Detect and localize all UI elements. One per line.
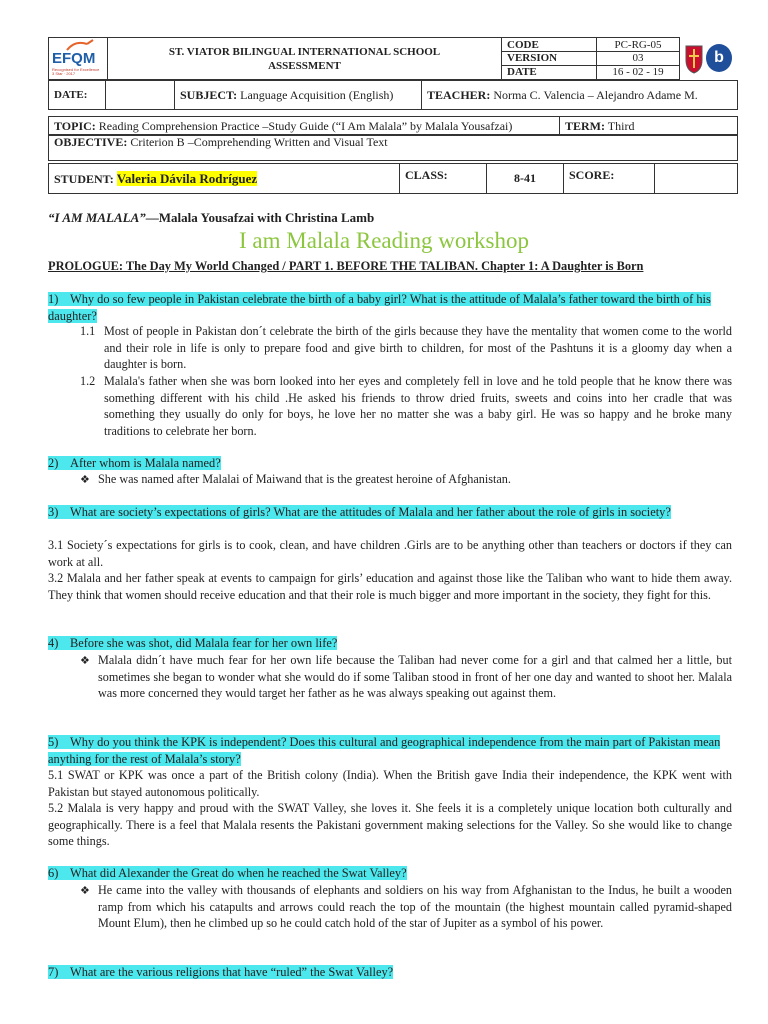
score-value	[655, 164, 738, 194]
term-label: TERM:	[565, 118, 605, 133]
school-name: ST. VIATOR BILINGUAL INTERNATIONAL SCHOOL	[168, 45, 441, 58]
question-4-text: Before she was shot, did Malala fear for her own life?	[70, 636, 338, 650]
info-row-4	[48, 163, 738, 194]
answer-5-2: 5.2 Malala is very happy and proud with the SWAT Valley, she loves it. She feels it is a completely unique location both culturally and geographically. There is a feel that Malala resents the Pakistani government making selections for the Valley. So she would like to change some things.	[48, 801, 732, 848]
efqm-logo-cell	[49, 38, 108, 80]
section-heading: PROLOGUE: The Day My World Changed / PART 1. BEFORE THE TALIBAN. Chapter 1: A Daughter is Born	[48, 259, 644, 273]
question-5-text: Why do you think the KPK is independent? Does this cultural and geographical independence from the main part of Pakistan mean anything for the rest of Malala’s story?	[48, 735, 721, 766]
question-3-text: What are society’s expectations of girls? What are the attitudes of Malala and her father about the role of girls in society?	[70, 505, 671, 519]
answer-3-2: 3.2 Malala and her father speak at events to campaign for girls’ education and against those like the Taliban who want to hide them away. They think that women should receive education and that their role is much bigger and more important in the society, they fight for this.	[48, 571, 732, 602]
answer-2: She was named after Malalai of Maiwand that is the greatest heroine of Afghanistan.	[98, 472, 511, 486]
school-cell	[108, 38, 502, 80]
version-value: 03	[597, 52, 680, 65]
objective-value: Criterion B –Comprehending Written and Visual Text	[130, 135, 388, 149]
question-7-text: What are the various religions that have “ruled” the Swat Valley?	[70, 965, 394, 979]
topic-label: TOPIC:	[54, 118, 96, 133]
teacher-label: TEACHER:	[427, 87, 491, 102]
bullet-icon: ❖	[80, 474, 90, 486]
question-6	[48, 865, 732, 882]
class-label: CLASS:	[400, 164, 487, 194]
question-7	[48, 964, 732, 981]
bullet-icon: ❖	[80, 655, 90, 667]
info-row-3	[48, 134, 738, 161]
answer-1-2: Malala's father when she was born looked into her eyes and completely fell in love and he told people that he know there was something different with his child .He asked his friends to throw dried fruits, sweets and coins into her cradle that was something they usually do only for boys, he love her no matter she was a baby girl. He was so happy and he broke many traditions to celebrate her born.	[104, 374, 732, 438]
code-label: CODE	[502, 38, 597, 52]
class-value: 8-41	[487, 164, 564, 194]
teacher-cell	[422, 81, 738, 110]
school-crest	[684, 40, 734, 80]
answer-1-1-number: 1.1	[80, 324, 96, 338]
question-6-text: What did Alexander the Great do when he reached the Swat Valley?	[70, 866, 407, 880]
question-6-number: 6)	[48, 866, 59, 880]
question-5	[48, 734, 732, 767]
student-label: STUDENT:	[54, 171, 114, 186]
term-value: Third	[607, 118, 635, 133]
info-row-1	[48, 80, 738, 110]
seal-letter: b	[714, 49, 724, 66]
student-name: Valeria Dávila Rodríguez	[116, 170, 258, 186]
book-title: “I AM MALALA”	[48, 210, 146, 225]
header-table	[48, 37, 680, 80]
date-label: DATE	[502, 65, 597, 79]
assessment-label: ASSESSMENT	[268, 59, 341, 72]
student-cell	[49, 164, 400, 194]
subject-value: Language Acquisition (English)	[240, 87, 394, 102]
question-1-text: Why do so few people in Pakistan celebrate the birth of a baby girl? What is the attitude of Malala’s father toward the birth of his daughter?	[48, 292, 711, 323]
code-value: PC-RG-05	[597, 38, 680, 52]
question-2-number: 2)	[48, 456, 59, 470]
info-row-2	[48, 116, 738, 136]
row-date-label: DATE:	[49, 81, 106, 110]
answer-1-2-number: 1.2	[80, 374, 96, 388]
efqm-logo-text: EFQM	[52, 50, 96, 67]
subject-cell	[175, 81, 422, 110]
efqm-logo-subtext: Recognised for Excellence 3 Star · 2017	[52, 67, 100, 76]
answer-5-1: 5.1 SWAT or KPK was once a part of the British colony (India). When the British gave India their independence, the KPK went with Pakistan but stayed autonomous politically.	[48, 768, 732, 799]
answer-6: He came into the valley with thousands of elephants and soldiers on his way from Afghanistan to the Indus, he built a wooden ramp from which his catapults and arrows could reach the top of the mountain (the highest mountain called pyramid-shaped Mount Elum), then he climbed up so he could catch hold of the star of Jupiter as a symbol of his power.	[98, 883, 732, 930]
book-title-line	[48, 210, 374, 226]
topic-value: Reading Comprehension Practice –Study Guide (“I Am Malala” by Malala Yousafzai)	[98, 118, 513, 133]
objective-label: OBJECTIVE:	[54, 135, 128, 149]
bullet-icon: ❖	[80, 885, 90, 897]
book-authors: —Malala Yousafzai with Christina Lamb	[145, 210, 375, 225]
question-2-text: After whom is Malala named?	[70, 456, 221, 470]
question-4	[48, 635, 732, 652]
question-3-number: 3)	[48, 505, 59, 519]
objective-cell	[49, 135, 738, 161]
date-value: 16 - 02 - 19	[597, 65, 680, 79]
answer-4: Malala didn´t have much fear for her own life because the Taliban had never come for a girl and that calmed her a little, but sometimes she began to wonder what she would do if some Taliban stood in front of her one day and wanted to shoot her. Malala was more concerned they would target her father as he was always speaking out against them.	[98, 653, 732, 700]
ib-seal-icon	[706, 44, 732, 72]
question-4-number: 4)	[48, 636, 59, 650]
subject-label: SUBJECT:	[180, 87, 238, 102]
teacher-value: Norma C. Valencia – Alejandro Adame M.	[493, 87, 698, 102]
workshop-title: I am Malala Reading workshop	[239, 228, 529, 253]
topic-cell	[49, 117, 560, 136]
crest-shield-icon	[684, 44, 704, 74]
question-1-number: 1)	[48, 292, 59, 306]
term-cell	[560, 117, 738, 136]
version-label: VERSION	[502, 52, 597, 65]
row-date-value	[106, 81, 175, 110]
question-7-number: 7)	[48, 965, 59, 979]
answer-3-1: 3.1 Society´s expectations for girls is to cook, clean, and have children .Girls are to be anything other than teachers or doctors if they can work at all.	[48, 538, 732, 569]
score-label: SCORE:	[564, 164, 655, 194]
question-2	[48, 455, 732, 472]
question-1	[48, 291, 732, 324]
question-3	[48, 504, 732, 521]
question-5-number: 5)	[48, 735, 59, 749]
answer-1-1: Most of people in Pakistan don´t celebrate the birth of the girls because they have the mentality that women come to the world and their role in life is only to prepare food and give birth to children, for most of the Pashtuns it is a gloomy day when a daughter is born.	[104, 324, 732, 371]
